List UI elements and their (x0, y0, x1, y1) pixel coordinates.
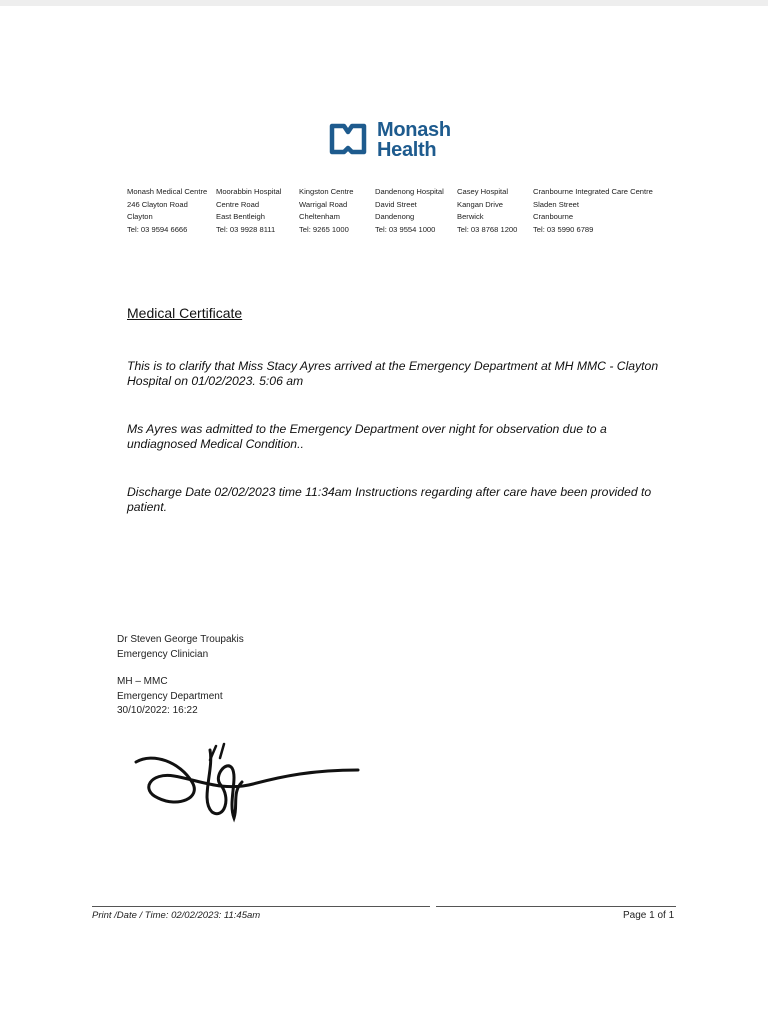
site-suburb: Cheltenham (299, 212, 340, 221)
signatory-unit: MH – MMC (117, 676, 168, 687)
discharge-paragraph: Discharge Date 02/02/2023 time 11:34am Instructions regarding after care have been provided to patient. (127, 485, 652, 514)
site-street: Warrigal Road (299, 199, 348, 209)
site-phone: Tel: 9265 1000 (299, 224, 349, 234)
site-suburb: Berwick (457, 212, 484, 221)
site-phone: Tel: 03 8768 1200 (457, 224, 518, 234)
top-edge-strip (0, 0, 768, 6)
print-date-time: Print /Date / Time: 02/02/2023: 11:45am (92, 910, 261, 921)
monash-health-logo (326, 120, 451, 160)
signatory-datetime: 30/10/2022: 16:22 (117, 705, 198, 716)
site-suburb: East Bentleigh (216, 212, 265, 221)
site-suburb: Clayton (127, 212, 153, 221)
site-phone: Tel: 03 9594 6666 (127, 224, 188, 234)
footer-rule-left (92, 906, 430, 907)
site-moorabbin-hospital (216, 186, 281, 236)
footer-rule-right (436, 906, 676, 907)
signatory-name: Dr Steven George Troupakis (117, 634, 244, 645)
site-name: Moorabbin Hospital (216, 187, 282, 196)
site-casey-hospital (457, 186, 517, 236)
monash-health-logo-icon (326, 120, 370, 160)
logo-word-1: Monash (377, 119, 451, 141)
site-name: Kingston Centre (299, 187, 354, 196)
site-phone: Tel: 03 9554 1000 (375, 224, 436, 234)
site-suburb: Cranbourne (533, 212, 574, 221)
site-street: Centre Road (216, 199, 260, 209)
site-name: Cranbourne Integrated Care Centre (533, 187, 653, 196)
site-dandenong-hospital (375, 186, 444, 236)
site-monash-medical-centre (127, 186, 207, 236)
site-kingston-centre (299, 186, 353, 236)
document-title: Medical Certificate (127, 305, 243, 321)
signatory-department: Emergency Department (117, 690, 223, 702)
logo-wordmark (377, 120, 451, 160)
site-street: Kangan Drive (457, 199, 504, 209)
site-street: Sladen Street (533, 199, 580, 209)
site-phone: Tel: 03 9928 8111 (216, 224, 276, 234)
site-suburb: Dandenong (375, 212, 415, 221)
site-name: Dandenong Hospital (375, 187, 444, 196)
site-cranbourne-integrated-care-centre (533, 186, 653, 236)
handwritten-signature (128, 740, 368, 830)
signatory-block (117, 633, 244, 719)
page-number: Page 1 of 1 (623, 910, 675, 921)
site-name: Monash Medical Centre (127, 187, 208, 196)
site-name: Casey Hospital (457, 187, 509, 196)
logo-word-2: Health (377, 139, 437, 161)
site-street: David Street (375, 199, 417, 209)
arrival-paragraph: This is to clarify that Miss Stacy Ayres arrived at the Emergency Department at MH MMC - Clayton Hospital on 01/02/2023. 5:06 am (127, 359, 659, 388)
admission-paragraph: Ms Ayres was admitted to the Emergency Department over night for observation due to a undiagnosed Medical Condition.. (127, 422, 607, 451)
signatory-role: Emergency Clinician (117, 648, 209, 660)
site-phone: Tel: 03 5990 6789 (533, 224, 594, 234)
site-street: 246 Clayton Road (127, 199, 188, 209)
